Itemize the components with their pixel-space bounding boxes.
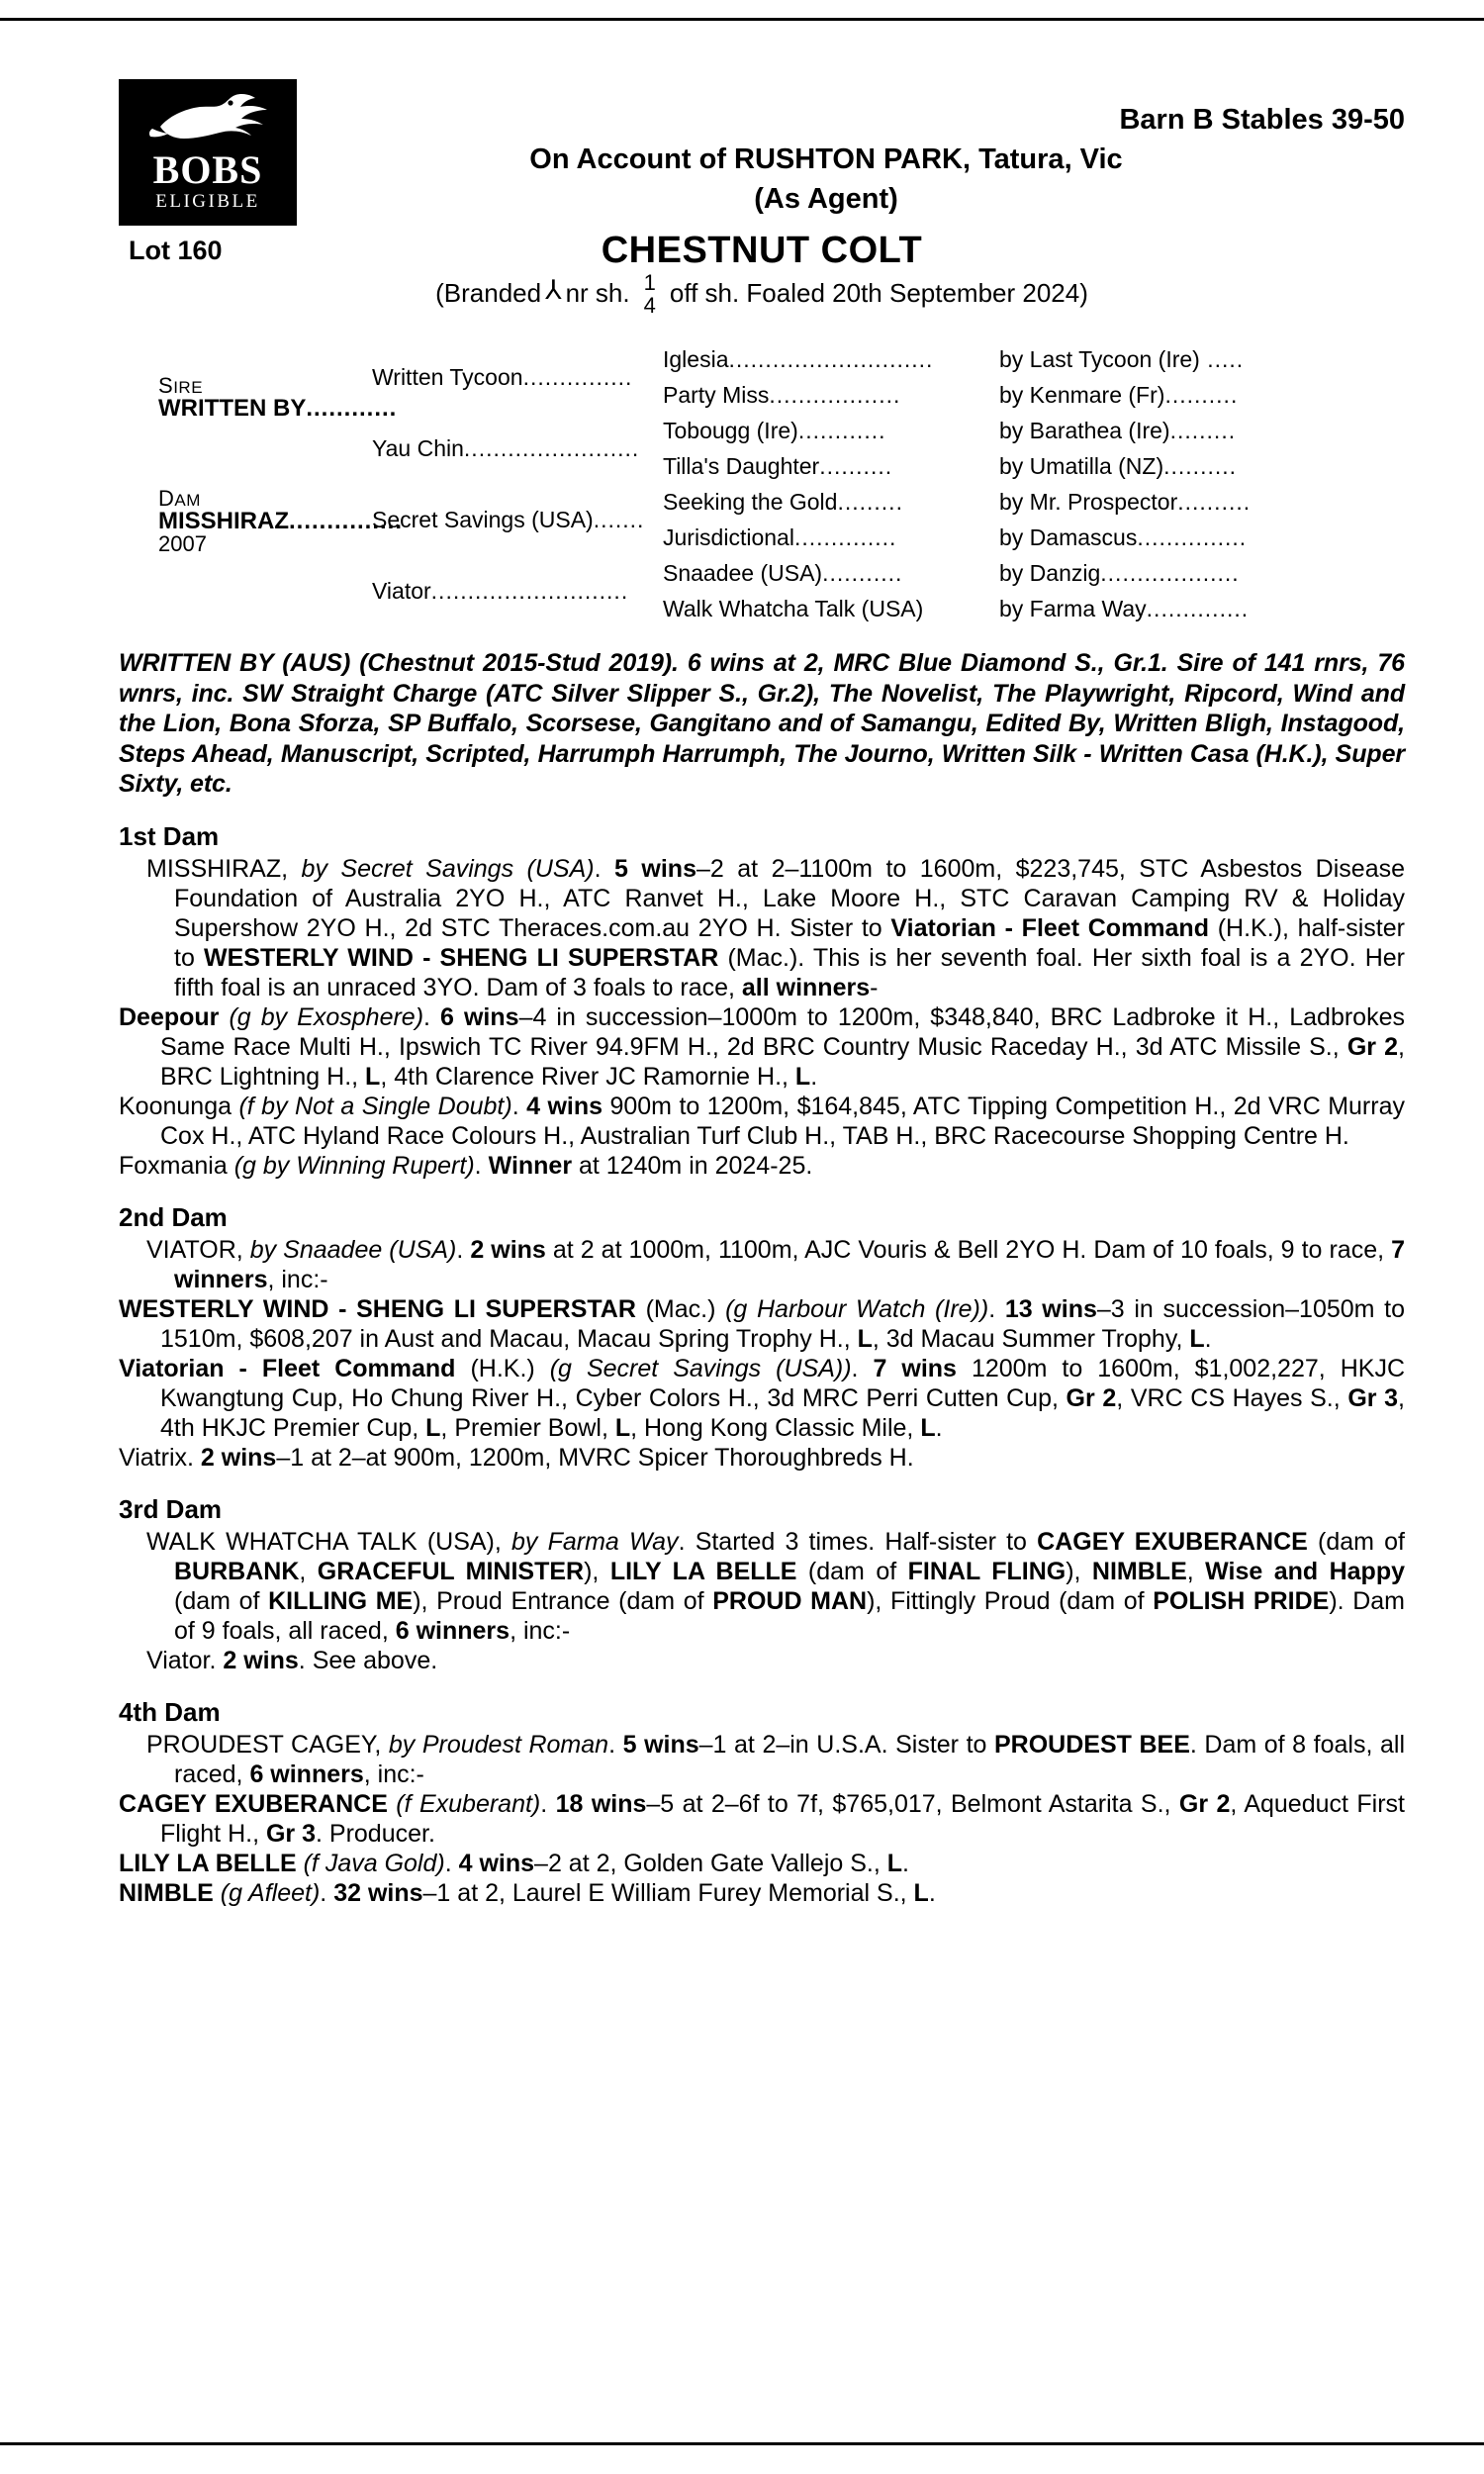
text-run: , BRC Lightning H., [160,1032,1405,1091]
dam-section-heading: 4th Dam [119,1696,221,1727]
sire-label-cap: S [158,373,174,399]
text-run: 4 wins [458,1849,535,1877]
pedigree-entry [663,341,999,377]
logo-subtitle: ELIGIBLE [155,191,260,212]
pedigree-entry [372,555,663,626]
text-run: . [935,1413,943,1442]
sire-label-small: IRE [173,378,204,398]
text-run: (Mac.). This is her seventh foal. Her sixth foal is a 2YO. Her fifth foal is an unraced 3YO. Dam of 3 foals to race, [174,943,1405,1001]
text-run: 1200m to 1600m, $1,002,227, HKJC Kwangtung Cup, Ho Chung River H., Cyber Colors H., 3d MRC Perri Cutten Cup, [160,1354,1406,1412]
text-run: . [594,854,615,883]
text-run: (f Exuberant) [396,1789,541,1818]
text-run: BURBANK [174,1557,300,1585]
text-run: (Mac.) [635,1294,726,1323]
pedigree-paragraph [119,1443,1405,1473]
pedigree-entry-dots: ............... [1137,524,1248,551]
text-run: . [474,1151,489,1180]
pedigree-entry-dots: ......... [1169,418,1237,444]
pedigree-paragraph [119,1235,1405,1294]
text-run [219,1003,229,1031]
text-run: –1 at 2, Laurel E William Furey Memorial S., [422,1878,914,1907]
text-run: WALK WHATCHA TALK (USA), [146,1527,512,1556]
branding-prefix: (Branded [435,278,542,309]
text-run: . Producer. [316,1819,435,1848]
text-run: Koonunga [119,1092,239,1120]
as-agent-label: (As Agent) [754,183,898,215]
text-run: 32 wins [333,1878,423,1907]
pedigree-entry-name: Walk Whatcha Talk (USA) [663,596,924,622]
pedigree-entry-dots: .......... [1177,489,1252,516]
pedigree-entry-name: Written Tycoon [372,364,523,391]
text-run: Gr 3 [1347,1383,1399,1412]
text-run: . [988,1294,1005,1323]
text-run: . [851,1354,874,1382]
text-run: , 4th Clarence River JC Ramornie H., [380,1062,795,1091]
text-run: . See above. [298,1646,438,1674]
pedigree-col-great-great-grandparents [999,341,1355,626]
text-run: by Snaadee (USA) [249,1235,457,1264]
pedigree-entry-name: by Kenmare (Fr) [999,382,1165,409]
pedigree-entry-name: Tobougg (Ire) [663,418,798,444]
pedigree-entry-dots: ....... [593,507,645,533]
text-run: (g by Exosphere) [229,1002,424,1031]
text-run: Wise and Happy [1205,1557,1406,1585]
text-run: –2 at 2–1100m to 1600m, $223,745, STC Asbestos Disease Foundation of Australia 2YO H., ATC Ranvet H., Lake Moore H., STC Caravan Camping RV & Holiday Supershow 2YO H., 2d STC Theraces.com.au 2YO H. Sister to [174,854,1406,942]
text-run: (H.K.), half-sister to [174,913,1405,972]
pedigree-entry-name: by Farma Way [999,596,1147,622]
horse-head-icon [139,87,277,148]
text-run: L [614,1413,631,1442]
text-run: 13 wins [1004,1294,1097,1323]
text-run: 18 wins [555,1789,647,1818]
pedigree-paragraph [119,1092,1405,1151]
text-run: NIMBLE [119,1878,214,1907]
text-run: Viatrix. [119,1443,201,1472]
text-run: 4 wins [526,1092,603,1120]
pedigree-entry-dots: ............................ [728,346,934,373]
pedigree-col-great-grandparents [663,341,999,626]
pedigree-entry [663,520,999,555]
branding-suffix: off sh. Foaled 20th September 2024) [669,278,1088,309]
pedigree-paragraph [119,1789,1405,1849]
pedigree-entry-dots: ........................... [430,578,629,605]
dam-year: 2007 [158,531,207,557]
text-run: (dam of [796,1557,908,1585]
branding-mid: nr sh. [565,278,630,309]
pedigree-paragraph [119,1151,1405,1181]
logo-wordmark: BOBS [152,147,263,192]
text-run: Viatorian - Fleet Command [119,1354,456,1382]
pedigree-entry [999,448,1355,484]
pedigree-entry-dots: .......... [819,453,893,480]
pedigree-paragraph [119,1878,1405,1908]
text-run: . [928,1878,936,1907]
text-run: L [857,1324,873,1353]
text-run: . [320,1878,334,1907]
text-run: –3 in succession–1050m to 1510m, $608,207 in Aust and Macau, Macau Spring Trophy H., [160,1294,1406,1353]
text-run: , inc:- [363,1760,424,1788]
brand-fraction [630,271,670,317]
pedigree-entry [999,591,1355,626]
pedigree-entry-name: by Barathea (Ire) [999,418,1170,444]
text-run [214,1879,221,1907]
pedigree-entry-name: by Mr. Prospector [999,489,1178,516]
dam-section-heading: 2nd Dam [119,1201,228,1232]
text-run: Viator. [146,1646,224,1674]
brand-symbol-icon: ⅄ [545,274,562,306]
lot-title-row [119,230,1405,273]
text-run: PROUD MAN [712,1586,868,1615]
pedigree-entry-dots: .......... [1164,382,1239,409]
text-run: CAGEY EXUBERANCE [1037,1527,1308,1556]
text-run: by Secret Savings (USA) [301,854,595,883]
text-run: FINAL FLING [907,1557,1067,1585]
text-run: (g Harbour Watch (Ire)) [725,1294,989,1323]
text-run: . Dam of 8 foals, all raced, [174,1730,1406,1788]
pedigree-entry-dots: .............. [793,524,897,551]
text-run: CAGEY EXUBERANCE [119,1789,388,1818]
fraction-numerator: 1 [643,270,656,295]
page-header [119,79,1405,271]
text-run: , [1186,1557,1206,1585]
pedigree-paragraph [119,1527,1405,1646]
pedigree-paragraph [119,1730,1405,1789]
text-run: , inc:- [267,1265,328,1293]
text-run: PROUDEST CAGEY, [146,1730,389,1759]
text-run: WESTERLY WIND - SHENG LI SUPERSTAR [119,1294,636,1323]
text-run: L [365,1062,381,1091]
pedigree-entry [999,413,1355,448]
text-run: –5 at 2–6f to 7f, $765,017, Belmont Astarita S., [646,1789,1179,1818]
page-content [119,79,1405,1908]
text-run: ), Proud Entrance (dam of [413,1586,713,1615]
text-run: L [886,1849,903,1877]
text-run: –1 at 2–at 900m, 1200m, MVRC Spicer Thoroughbreds H. [276,1443,914,1472]
pedigree-entry-dots: ........................ [463,435,640,462]
pedigree-entry-name: Party Miss [663,382,770,409]
text-run: (dam of [174,1586,269,1615]
dam-label [158,488,403,510]
text-run: (f Java Gold) [303,1849,445,1877]
text-run: 6 wins [440,1002,519,1031]
text-run: , VRC CS Hayes S., [1116,1383,1348,1412]
text-run: Deepour [119,1002,220,1031]
pedigree-entry [663,591,999,626]
pedigree-paragraph [119,1849,1405,1878]
text-run: - [870,973,879,1001]
dam-label-small: AM [174,491,201,511]
text-run: . [511,1092,527,1120]
sire-name-text: WRITTEN BY [158,395,307,423]
text-run: , Premier Bowl, [440,1413,615,1442]
pedigree-entry [372,484,663,555]
dam-cell [158,488,403,555]
pedigree-entry [999,341,1355,377]
text-run: PROUDEST BEE [994,1730,1190,1759]
text-run: . [423,1002,441,1031]
pedigree-paragraph [119,1354,1405,1443]
pedigree-entry-name: by Last Tycoon (Ire) [999,346,1200,373]
pedigree-entry-dots: ............ [797,418,886,444]
text-run: KILLING ME [268,1586,414,1615]
pedigree-entry [663,555,999,591]
on-account-of-label: On Account of RUSHTON PARK, Tatura, Vic [529,143,1123,175]
text-run: L [425,1413,441,1442]
text-run [297,1850,304,1877]
text-run: (H.K.) [455,1354,550,1382]
text-run: (g Secret Savings (USA)) [549,1354,852,1382]
text-run: , Hong Kong Classic Mile, [630,1413,921,1442]
barn-stables-label: Barn B Stables 39-50 [1119,104,1405,136]
text-run: WESTERLY WIND - SHENG LI SUPERSTAR [204,943,719,972]
text-run: Gr 2 [1346,1032,1399,1061]
text-run: at 1240m in 2024-25. [572,1151,813,1180]
text-run: . [456,1235,471,1264]
text-run: 5 wins [614,854,696,883]
text-run: ), [584,1557,610,1585]
branding-line [119,270,1405,319]
pedigree-entry-name: Jurisdictional [663,524,794,551]
pedigree-entry [663,448,999,484]
pedigree-entry-dots: ......... [837,489,903,516]
text-run: Foxmania [119,1151,234,1180]
pedigree-entry [663,377,999,413]
pedigree-entry-name: Snaadee (USA) [663,560,823,587]
text-run: 2 wins [223,1646,299,1674]
pedigree-entry-name: Yau Chin [372,435,464,462]
text-run: by Proudest Roman [388,1730,609,1759]
sire-summary-paragraph: WRITTEN BY (AUS) (Chestnut 2015-Stud 2019). 6 wins at 2, MRC Blue Diamond S., Gr.1. Sire of 141 rnrs, 76 wnrs, inc. SW Straight Charge (ATC Silver Slipper S., Gr.2), The Novelist, The Playwright, Ripcord, Wind and the Lion, Bona Sforza, SP Buffalo, Scorsese, Gangitano and of Samangu, Edited By, Written Bligh, Instagood, Steps Ahead, Manuscript, Scripted, Harrumph Harrumph, The Journo, Written Silk - Written Casa (H.K.), Super Sixty, etc. [119,649,1405,799]
text-run: at 2 at 1000m, 1100m, AJC Vouris & Bell 2YO H. Dam of 10 foals, 9 to race, [545,1235,1392,1264]
pedigree-entry-dots: ........... [822,560,903,587]
page-title: CHESTNUT COLT [601,230,923,271]
dam-label-cap: D [158,486,175,512]
pedigree-paragraph [119,854,1405,1002]
text-run: , [299,1557,318,1585]
text-run: ), [1066,1557,1092,1585]
text-run: , Aqueduct First Flight H., [160,1789,1405,1848]
sire-cell [158,375,397,421]
text-run: 7 winners [174,1235,1405,1293]
sire-dots: ............ [306,395,398,423]
text-run: Gr 2 [1066,1383,1117,1412]
text-run: 2 wins [200,1443,277,1472]
pedigree-entry-name: Tilla's Daughter [663,453,820,480]
lot-number: Lot 160 [129,236,223,265]
text-run: (g by Winning Rupert) [233,1151,475,1180]
fraction-denominator: 4 [643,293,656,319]
text-run: L [913,1878,929,1907]
text-run: 6 winners [249,1760,364,1788]
text-run: 6 winners [395,1616,510,1645]
pedigree-paragraph [119,1002,1405,1092]
pedigree-entry-dots: .............. [1146,596,1250,622]
pedigree-entry [999,520,1355,555]
text-run: ). Dam of 9 foals, all raced, [174,1586,1406,1645]
text-run: L [920,1413,936,1442]
pedigree-table [119,341,1405,626]
pedigree-entry-dots: ................... [1100,560,1240,587]
dam-name-text: MISSHIRAZ [158,508,289,535]
pedigree-entry-dots: .................. [769,382,901,409]
pedigree-entry [663,413,999,448]
pedigree-entry-dots: ............... [522,364,633,391]
text-run: , inc:- [510,1616,571,1645]
dam-section-heading: 3rd Dam [119,1493,223,1524]
pedigree-entry [999,484,1355,520]
text-run: , 4th HKJC Premier Cup, [160,1383,1405,1442]
pedigree-entry-name: by Damascus [999,524,1138,551]
text-run: Viatorian - Fleet Command [890,913,1209,942]
pedigree-entry-name: by Danzig [999,560,1101,587]
text-run: 2 wins [470,1235,546,1264]
pedigree-col-grandparents [366,341,663,626]
bottom-rule [0,2442,1484,2445]
text-run: MISSHIRAZ, [146,854,302,883]
text-run: all winners [741,973,871,1001]
dam-sections [119,821,1405,1908]
pedigree-entry-name: Iglesia [663,346,729,373]
pedigree-paragraph [119,1294,1405,1354]
pedigree-paragraph [119,1646,1405,1675]
pedigree-entry [372,413,663,484]
text-run: (dam of [1307,1527,1405,1556]
text-run: by Farma Way [511,1527,679,1556]
text-run: LILY LA BELLE [119,1849,297,1877]
text-run: –2 at 2, Golden Gate Vallejo S., [534,1849,887,1877]
text-run: –4 in succession–1000m to 1200m, $348,840, BRC Ladbroke it H., Ladbrokes Same Race Multi H., Ipswich TC River 94.9FM H., 2d BRC Country Music Raceday H., 3d ATC Missile S., [160,1002,1405,1061]
text-run: ), Fittingly Proud (dam of [867,1586,1154,1615]
pedigree-entry [663,484,999,520]
text-run: L [794,1062,811,1091]
pedigree-entry-name: Viator [372,578,431,605]
text-run: 5 wins [622,1730,699,1759]
text-run: . [1204,1324,1212,1353]
text-run: 7 wins [873,1354,957,1382]
text-run: . [608,1730,623,1759]
text-run: (f by Not a Single Doubt) [238,1092,512,1120]
text-run: Gr 3 [265,1819,317,1848]
pedigree-entry-name: Secret Savings (USA) [372,507,594,533]
pedigree-entry-name: by Umatilla (NZ) [999,453,1164,480]
text-run: NIMBLE [1091,1557,1187,1585]
text-run: (g Afleet) [220,1878,321,1907]
text-run: . [902,1849,909,1877]
dam-name [158,510,403,533]
pedigree-entry-dots: .......... [1163,453,1238,480]
text-run: VIATOR, [146,1235,250,1264]
text-run: Gr 2 [1178,1789,1231,1818]
text-run: GRACEFUL MINISTER [317,1557,585,1585]
pedigree-entry-dots: ..... [1199,346,1245,373]
sire-label [158,375,397,397]
text-run: . [444,1849,459,1877]
sire-name [158,397,397,421]
dam-dots: ............... [289,508,404,535]
pedigree-entry-name: Seeking the Gold [663,489,838,516]
text-run: . [540,1789,556,1818]
top-rule [0,18,1484,21]
dam-section-heading: 1st Dam [119,820,220,851]
text-run: . [810,1062,818,1091]
text-run: LILY LA BELLE [609,1557,797,1585]
text-run: , 3d Macau Summer Trophy, [872,1324,1190,1353]
pedigree-entry [999,555,1355,591]
pedigree-entry [372,341,663,413]
text-run: 900m to 1200m, $164,845, ATC Tipping Competition H., 2d VRC Murray Cox H., ATC Hyland Race Colours H., Australian Turf Club H., TAB H., BRC Racecourse Shopping Centre H. [160,1092,1405,1150]
text-run: POLISH PRIDE [1153,1586,1330,1615]
pedigree-entry [999,377,1355,413]
text-run: –1 at 2–in U.S.A. Sister to [698,1730,994,1759]
text-run: Winner [488,1151,573,1180]
text-run: L [1189,1324,1205,1353]
text-run: . Started 3 times. Half-sister to [678,1527,1038,1556]
